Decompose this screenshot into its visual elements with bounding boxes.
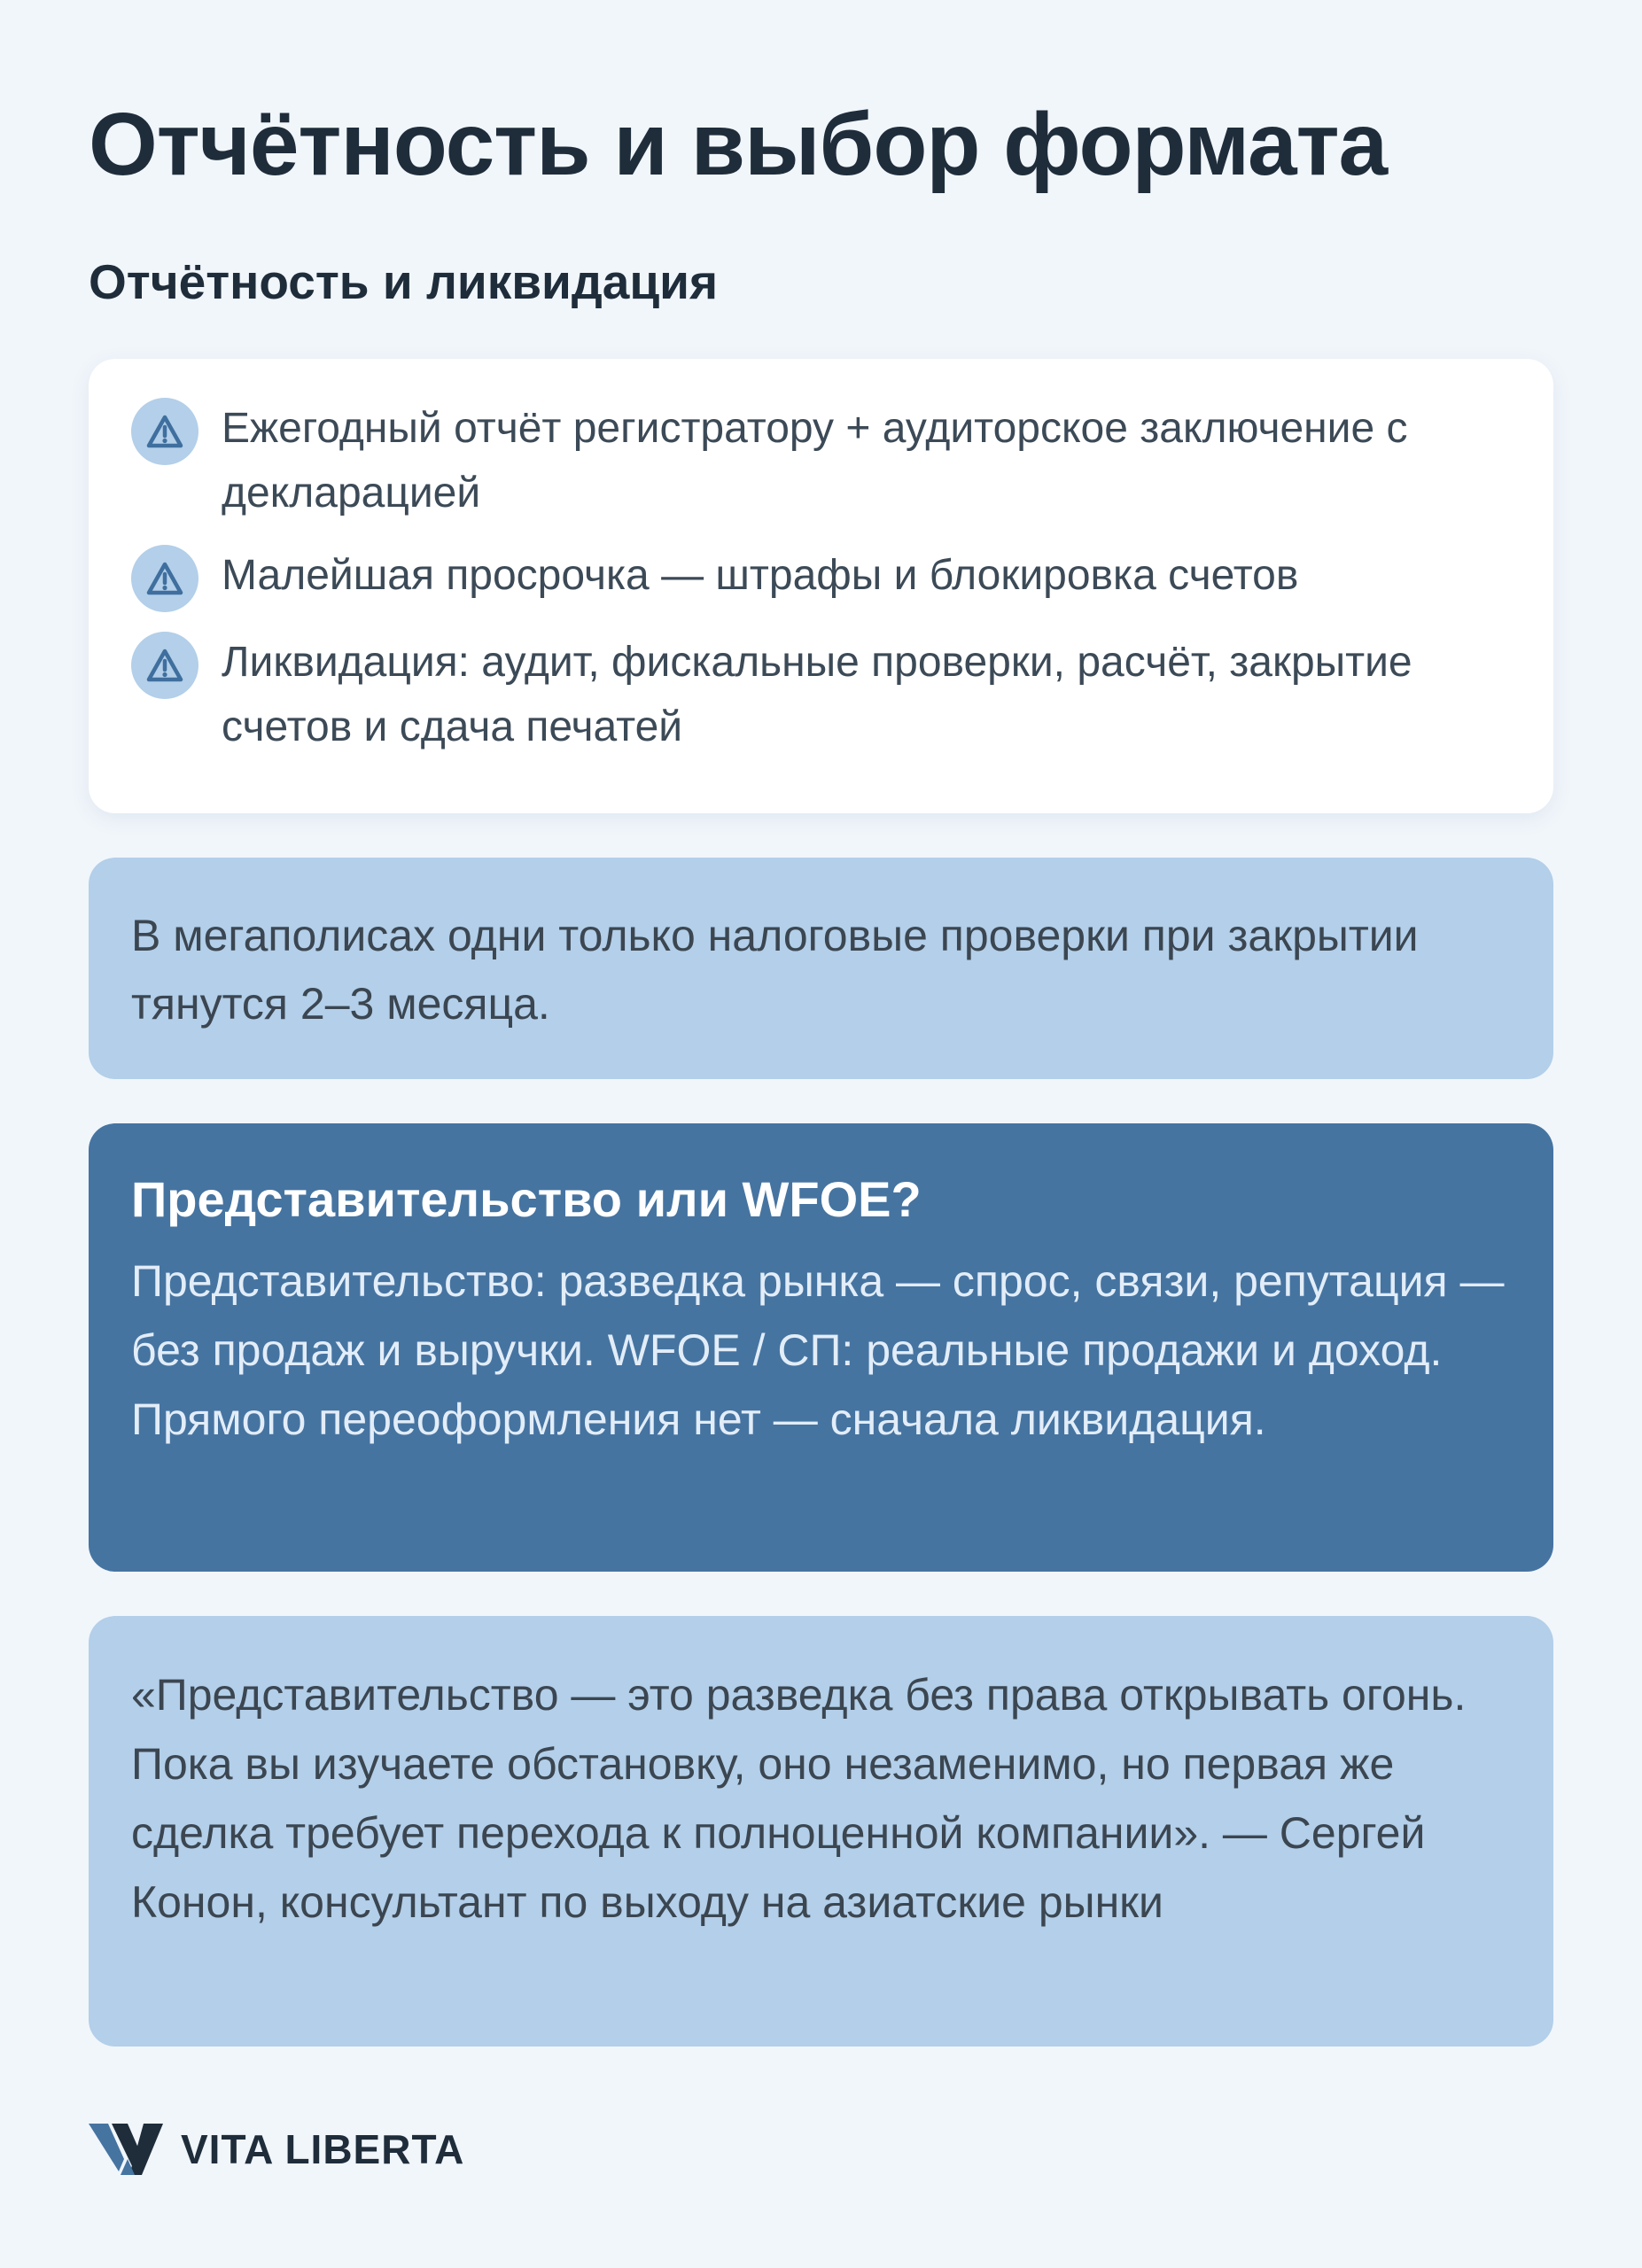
warning-icon (131, 632, 198, 699)
brand-logo (89, 2122, 464, 2177)
list-item-text: Малейшая просрочка — штрафы и блокировка счетов (222, 552, 1299, 599)
note-text: В мегаполисах одни только налоговые проверки при закрытии тянутся 2–3 месяца. (131, 911, 1419, 1029)
format-heading: Представительство или WFOE? (131, 1171, 922, 1227)
warning-icon (131, 398, 198, 465)
reporting-heading: Отчётность и ликвидация (89, 254, 719, 309)
list-item (131, 396, 1511, 525)
list-item (131, 543, 1511, 612)
format-card (89, 1123, 1553, 1572)
reporting-card (89, 359, 1553, 813)
format-text: Представительство: разведка рынка — спрос, связи, репутация — без продаж и выручки. WFOE / СП: реальные продажи и доход. Прямого переоформления нет — сначала ликвидация. (131, 1256, 1505, 1445)
list-item (131, 630, 1511, 759)
note-card (89, 858, 1553, 1079)
list-item-text: Ежегодный отчёт регистратору + аудиторское заключение с декларацией (222, 405, 1408, 517)
warning-icon (131, 545, 198, 612)
quote-text: «Представительство — это разведка без права открывать огонь. Пока вы изучаете обстановку, оно незаменимо, но первая же сделка требует перехода к полноценной компании». — Сергей Конон, консультант по выходу на азиатские рынки (131, 1670, 1467, 1927)
brand-logo-icon (89, 2122, 165, 2177)
list-item-text: Ликвидация: аудит, фискальные проверки, расчёт, закрытие счетов и сдача печатей (222, 639, 1412, 750)
brand-name: VITA LIBERTA (181, 2126, 465, 2172)
quote-card (89, 1616, 1553, 2047)
page-title: Отчётность и выбор формата (89, 95, 1388, 194)
